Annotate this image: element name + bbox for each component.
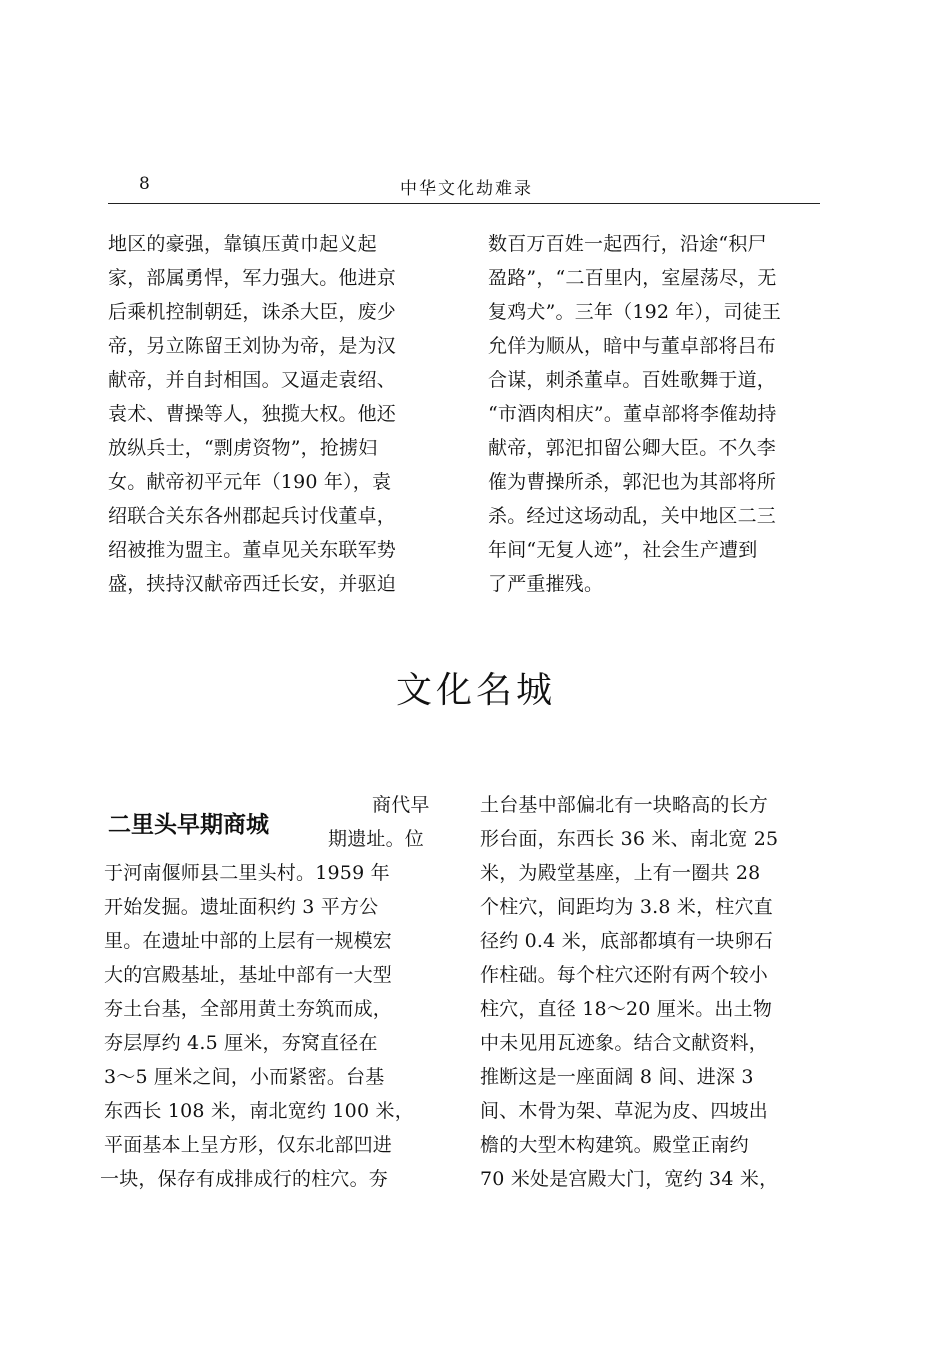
- text-line: 形台面，东西长 36 米、南北宽 25: [480, 828, 779, 850]
- text-line: 东西长 108 米，南北宽约 100 米，: [104, 1100, 414, 1122]
- text-line: 檐的大型木构建筑。殿堂正南约: [480, 1134, 749, 1156]
- text-line: 中未见用瓦迹象。结合文献资料，: [480, 1032, 769, 1054]
- text-line: 允佯为顺从，暗中与董卓部将吕布: [488, 335, 777, 357]
- text-line: 数百万百姓一起西行，沿途“积尸: [488, 233, 767, 255]
- text-line: 商代早: [372, 794, 430, 816]
- text-line: 合谋，刺杀董卓。百姓歌舞于道，: [488, 369, 777, 391]
- text-line: 了严重摧残。: [488, 573, 604, 595]
- text-line: 盈路”，“二百里内，室屋荡尽，无: [488, 267, 777, 289]
- text-line: 地区的豪强，靠镇压黄巾起义起: [108, 233, 377, 255]
- text-line: 米，为殿堂基座，上有一圈共 28: [480, 862, 761, 884]
- section-title: 文化名城: [395, 670, 556, 711]
- text-line: 年间“无复人迹”，社会生产遭到: [488, 539, 758, 561]
- text-line: 平面基本上呈方形，仅东北部凹进: [104, 1134, 393, 1156]
- text-line: 70 米处是宫殿大门，宽约 34 米，: [480, 1168, 779, 1190]
- running-title: 中华文化劫难录: [400, 179, 533, 199]
- text-line: 间、木骨为架、草泥为皮、四坡出: [480, 1100, 769, 1122]
- text-line: 绍联合关东各州郡起兵讨伐董卓，: [108, 505, 397, 527]
- text-line: “市酒肉相庆”。董卓部将李傕劫持: [488, 403, 777, 425]
- text-line: 献帝，郭汜扣留公卿大臣。不久李: [488, 437, 777, 459]
- text-line: 夯土台基，全部用黄土夯筑而成，: [104, 998, 393, 1020]
- header-rule: [108, 203, 820, 204]
- text-line: 袁术、曹操等人，独揽大权。他还: [108, 403, 397, 425]
- text-line: 帝，另立陈留王刘协为帝，是为汉: [108, 335, 397, 357]
- text-line: 里。在遗址中部的上层有一规模宏: [104, 930, 393, 952]
- text-line: 献帝，并自封相国。又逼走袁绍、: [108, 369, 397, 391]
- text-line: 作柱础。每个柱穴还附有两个较小: [480, 964, 769, 986]
- article-heading: 二里头早期商城: [108, 812, 269, 838]
- text-line: 夯层厚约 4.5 厘米，夯窝直径在: [104, 1032, 378, 1054]
- text-line: 径约 0.4 米，底部都填有一块卵石: [480, 930, 773, 952]
- text-line: 后乘机控制朝廷，诛杀大臣，废少: [108, 301, 397, 323]
- text-line: 女。献帝初平元年（190 年），袁: [108, 471, 392, 493]
- text-line: 家，部属勇悍，军力强大。他进京: [108, 267, 397, 289]
- text-line: 绍被推为盟主。董卓见关东联军势: [108, 539, 397, 561]
- page-number: 8: [139, 174, 151, 194]
- text-line: 柱穴，直径 18～20 厘米。出土物: [480, 998, 773, 1020]
- text-line: 大的宫殿基址，基址中部有一大型: [104, 964, 393, 986]
- text-line: 放纵兵士，“剽虏资物”，抢掳妇: [108, 437, 378, 459]
- text-line: 个柱穴，间距均为 3.8 米，柱穴直: [480, 896, 773, 918]
- text-line: 开始发掘。遗址面积约 3 平方公: [104, 896, 379, 918]
- text-line: 期遗址。位: [328, 828, 425, 850]
- text-line: 傕为曹操所杀，郭汜也为其部将所: [488, 471, 777, 493]
- text-line: 3～5 厘米之间，小而紧密。台基: [104, 1066, 385, 1088]
- text-line: 杀。经过这场动乱，关中地区二三: [488, 505, 777, 527]
- text-line: 一块，保存有成排成行的柱穴。夯: [100, 1168, 389, 1190]
- text-line: 复鸡犬”。三年（192 年），司徒王: [488, 301, 782, 323]
- text-line: 于河南偃师县二里头村。1959 年: [104, 862, 390, 884]
- text-line: 土台基中部偏北有一块略高的长方: [480, 794, 769, 816]
- text-line: 盛，挟持汉献帝西迁长安，并驱迫: [108, 573, 397, 595]
- text-line: 推断这是一座面阔 8 间、进深 3: [480, 1066, 754, 1088]
